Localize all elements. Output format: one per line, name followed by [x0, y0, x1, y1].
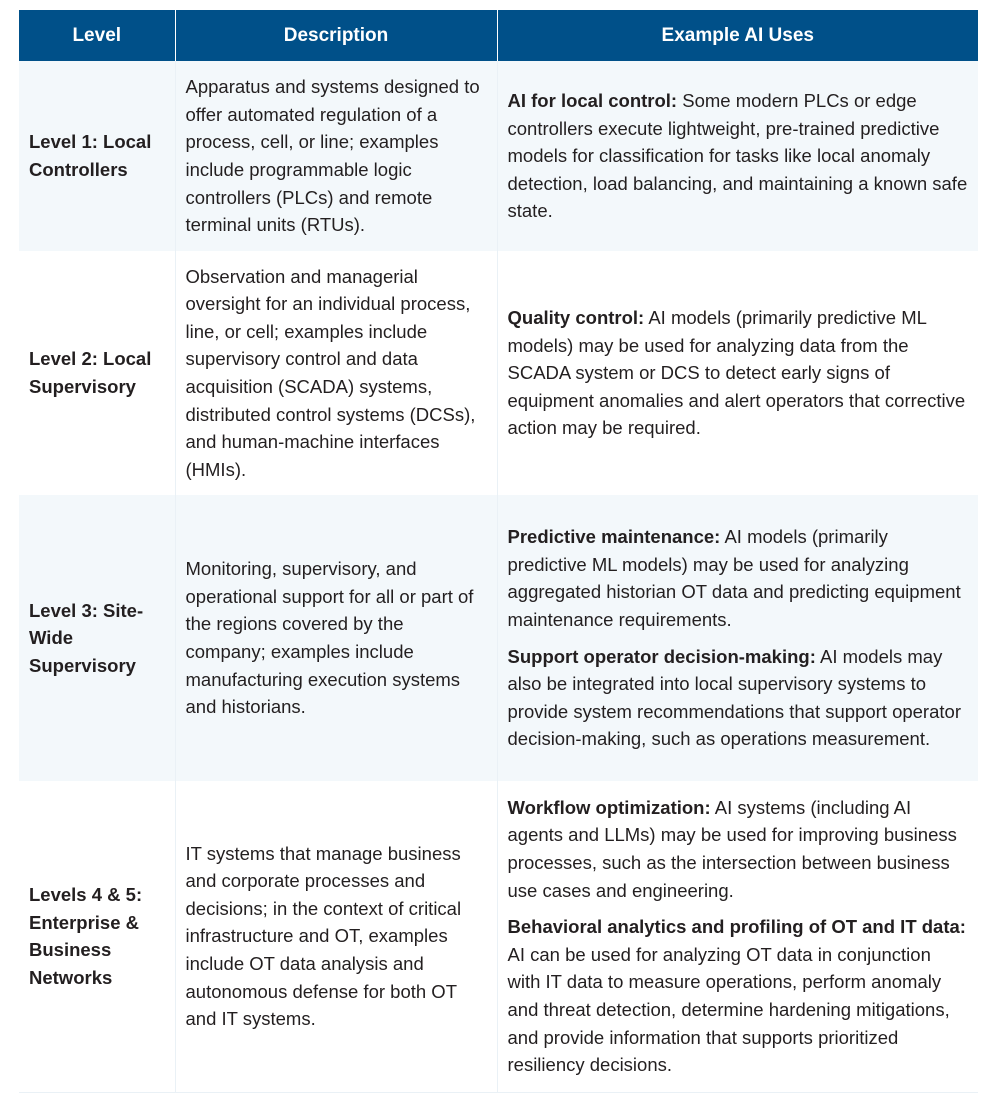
level-cell: Level 2: Local Supervisory [19, 251, 175, 495]
description-cell: IT systems that manage business and corporate processes and decisions; in the context of critical infrastructure and OT, examples include OT data analysis and autonomous defense for both OT and IT systems. [175, 781, 497, 1092]
table-header-row [19, 10, 978, 61]
table-row [19, 495, 978, 781]
table-row [19, 251, 978, 495]
use-title: Workflow optimization: [507, 796, 711, 818]
use-text: AI models (primarily predictive ML models) may be used for analyzing data from the SCADA system or DCS to detect early signs of equipment anomalies and alert operators that corrective action may be required. [507, 307, 966, 439]
header-description: Description [175, 10, 497, 61]
use-title: Support operator decision-making: [507, 645, 816, 667]
use-item [508, 913, 969, 1079]
use-text: AI models (primarily predictive ML models) may be used for analyzing aggregated historian OT data and predicting equipment maintenance requirements. [507, 526, 961, 630]
uses-cell [497, 61, 978, 251]
use-item [508, 523, 969, 633]
header-level: Level [19, 10, 175, 61]
ai-uses-table [19, 10, 978, 1093]
table-row [19, 781, 978, 1092]
use-title: AI for local control: [507, 90, 678, 112]
level-cell: Levels 4 & 5: Enterprise & Business Networks [19, 781, 175, 1092]
uses-cell [497, 251, 978, 495]
uses-cell [497, 781, 978, 1092]
use-text: AI models may also be integrated into local supervisory systems to provide system recommendations that support operator decision-making, such as operations measurement. [507, 645, 961, 750]
use-title: Predictive maintenance: [507, 526, 721, 548]
level-cell: Level 3: Site-Wide Supervisory [19, 495, 175, 781]
use-item [508, 643, 969, 753]
uses-cell [497, 495, 978, 781]
use-title: Quality control: [507, 307, 645, 329]
use-title: Behavioral analytics and profiling of OT and IT data: [507, 916, 966, 938]
description-cell: Observation and managerial oversight for an individual process, line, or cell; examples include supervisory control and data acquisition (SCADA) systems, distributed control systems (DCSs), and human-machine interfaces (HMIs). [175, 251, 497, 495]
level-cell: Level 1: Local Controllers [19, 61, 175, 251]
use-item [508, 794, 969, 904]
use-text: AI can be used for analyzing OT data in conjunction with IT data to measure operations, perform anomaly and threat detection, determine hardening mitigations, and provide information that supports prioritized resiliency decisions. [507, 943, 950, 1076]
description-cell: Apparatus and systems designed to offer automated regulation of a process, cell, or line; examples include programmable logic controllers (PLCs) and remote terminal units (RTUs). [175, 61, 497, 251]
use-text: AI systems (including AI agents and LLMs) may be used for improving business processes, such as the intersection between business use cases and engineering. [507, 796, 957, 901]
table-row [19, 61, 978, 251]
header-example-ai-uses: Example AI Uses [497, 10, 978, 61]
use-text: Some modern PLCs or edge controllers execute lightweight, pre-trained predictive models for classification for tasks like local anomaly detection, load balancing, and maintaining a known safe state. [507, 90, 968, 222]
description-cell: Monitoring, supervisory, and operational support for all or part of the regions covered by the company; examples include manufacturing execution systems and historians. [175, 495, 497, 781]
use-item [508, 87, 969, 225]
use-item [508, 304, 969, 442]
